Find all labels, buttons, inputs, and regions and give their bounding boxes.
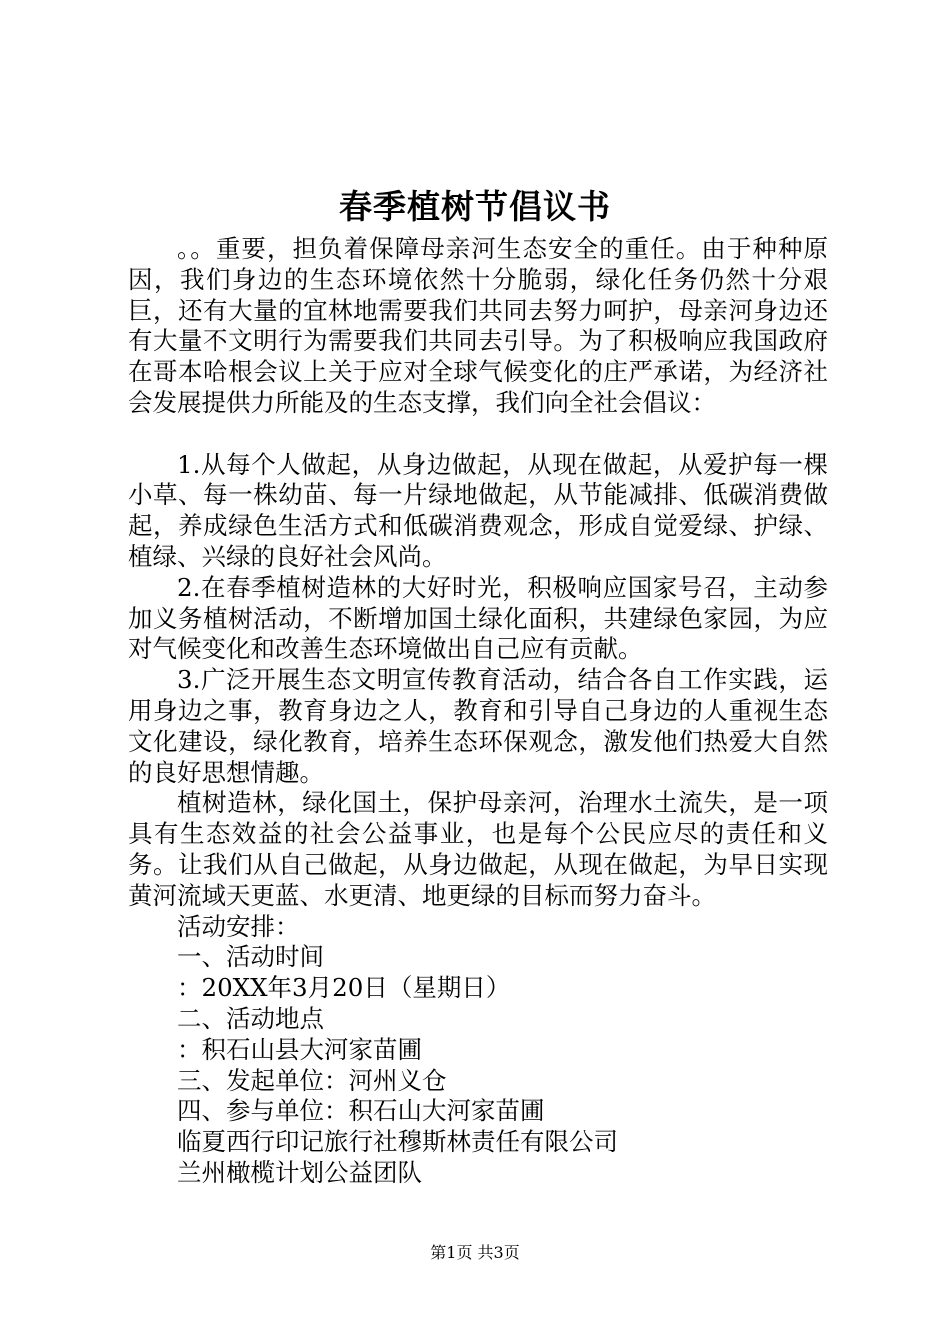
schedule-place-label: 二、活动地点 — [177, 1003, 324, 1033]
schedule-place-value: ：积石山县大河家苗圃 — [177, 1034, 422, 1064]
schedule-organizer: 三、发起单位：河州义仓 — [177, 1065, 447, 1095]
intro-paragraph: 。。重要，担负着保障母亲河生态安全的重任。由于种种原因，我们身边的生态环境依然十分脆弱，绿化任务仍然十分艰巨，还有大量的宜林地需要我们共同去努力呵护，母亲河身边还有大量不文明行为需要我们共同去引导。为了积极响应我国政府在哥本哈根会议上关于应对全球气候变化的庄严承诺，为经济社会发展提供力所能及的生态支撑，我们向全社会倡议： — [128, 234, 828, 417]
document-title: 春季植树节倡议书 — [339, 187, 611, 226]
schedule-time-label: 一、活动时间 — [177, 942, 324, 972]
proposal-item-2: 2.在春季植树造林的大好时光，积极响应国家号召，主动参加义务植树活动，不断增加国土绿化面积，共建绿色家园，为应对气候变化和改善生态环境做出自己应有贡献。 — [128, 572, 828, 664]
paragraph-gap — [128, 419, 828, 450]
page-footer: 第1页 共3页 — [430, 1243, 520, 1262]
schedule-heading: 活动安排： — [177, 911, 300, 941]
schedule-time-value: ：20XX年3月20日（星期日） — [177, 973, 511, 1003]
proposal-item-1: 1.从每个人做起，从身边做起，从现在做起，从爱护每一棵小草、每一株幼苗、每一片绿地做起，从节能减排、低碳消费做起，养成绿色生活方式和低碳消费观念，形成自觉爱绿、护绿、植绿、兴绿的良好社会风尚。 — [128, 449, 828, 571]
schedule-participant-2: 临夏西行印记旅行社穆斯林责任有限公司 — [177, 1127, 618, 1157]
closing-paragraph: 植树造林，绿化国土，保护母亲河，治理水土流失，是一项具有生态效益的社会公益事业，也是每个公民应尽的责任和义务。让我们从自己做起，从身边做起，从现在做起，为早日实现黄河流域天更蓝、水更清、地更绿的目标而努力奋斗。 — [128, 788, 828, 910]
document-body — [128, 234, 828, 1189]
proposal-item-3: 3.广泛开展生态文明宣传教育活动，结合各自工作实践，运用身边之事，教育身边之人，教育和引导自己身边的人重视生态文化建设，绿化教育，培养生态环保观念，激发他们热爱大自然的良好思想情趣。 — [128, 665, 828, 787]
schedule-participants: 四、参与单位：积石山大河家苗圃 — [177, 1096, 545, 1126]
schedule-participant-3: 兰州橄榄计划公益团队 — [177, 1157, 422, 1187]
